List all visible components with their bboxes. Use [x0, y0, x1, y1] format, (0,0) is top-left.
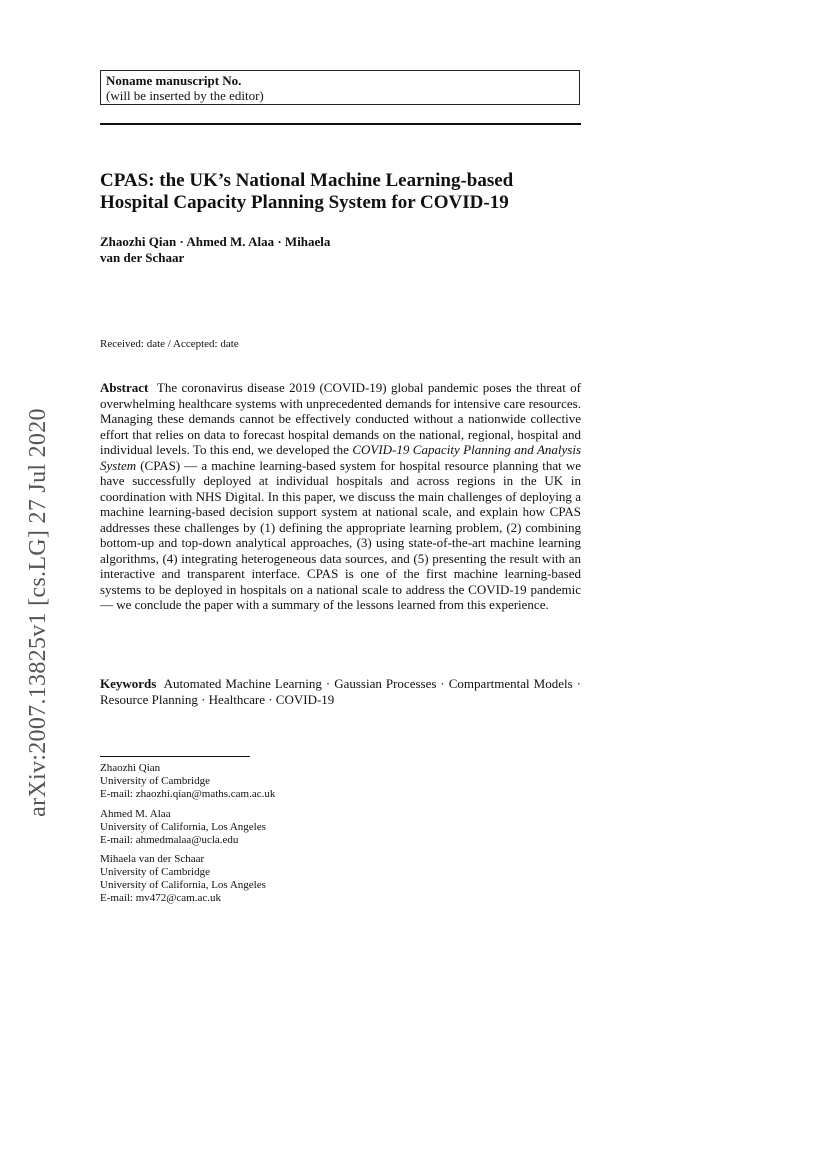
affiliation-email: E-mail: ahmedmalaa@ucla.edu	[100, 834, 239, 846]
manuscript-number: Noname manuscript No.	[106, 73, 242, 88]
system-name: COVID-19 Capacity Planning and Analysis System	[100, 442, 581, 473]
manuscript-header-box	[100, 70, 580, 105]
affiliation-email: E-mail: zhaozhi.qian@maths.cam.ac.uk	[100, 788, 276, 800]
keywords-label: Keywords	[100, 676, 157, 691]
keywords-text: Automated Machine Learning · Gaussian Processes · Compartmental Models · Resource Planning · Healthcare · COVID-19	[100, 676, 581, 707]
header-rule	[100, 123, 581, 125]
affiliation-institution: University of California, Los Angeles	[100, 821, 266, 833]
editor-note: (will be inserted by the editor)	[106, 88, 264, 103]
affiliation-name: Ahmed M. Alaa	[100, 808, 171, 820]
affiliation-block	[100, 808, 266, 847]
arxiv-id: arXiv:2007.13825v1 [cs.LG] 27 Jul 2020	[24, 408, 51, 817]
author-list	[100, 234, 420, 266]
keywords	[100, 676, 581, 707]
received-date: Received: date / Accepted: date	[100, 338, 239, 350]
affiliation-block	[100, 762, 275, 801]
affiliation-institution: University of Cambridge	[100, 775, 210, 787]
authors-line-2: van der Schaar	[100, 250, 185, 265]
arxiv-stamp	[20, 375, 56, 850]
affiliation-block	[100, 853, 266, 905]
abstract-text-after: (CPAS) — a machine learning-based system for hospital resource planning that we have successfully deployed at individual hospitals and across regions in the UK in coordination with NHS Digital. In this paper, we discuss the main challenges of deploying a machine learning-based decision support system at national scale, and explain how CPAS addresses these challenges by (1) defining the appropriate learning problem, (2) combining bottom-up and top-down analytical approaches, (3) using state-of-the-art machine learning algorithms, (4) integrating heterogeneous data sources, and (5) presenting the result with an interactive and transparent interface. CPAS is one of the first machine learning-based systems to be deployed in hospitals on a national scale to address the COVID-19 pandemic — we conclude the paper with a summary of the lessons learned from this experience.	[100, 457, 582, 612]
title-line-1: CPAS: the UK’s National Machine Learning-based	[100, 170, 514, 191]
affiliation-institution: University of Cambridge	[100, 866, 210, 878]
paper-title	[100, 170, 580, 214]
authors-line-1: Zhaozhi Qian · Ahmed M. Alaa · Mihaela	[100, 234, 331, 249]
affiliation-name: Zhaozhi Qian	[100, 762, 161, 774]
title-line-2: Hospital Capacity Planning System for COVID-19	[100, 192, 509, 213]
affiliation-institution: University of California, Los Angeles	[100, 879, 266, 891]
abstract	[100, 380, 581, 613]
abstract-text-before: The coronavirus disease 2019 (COVID-19) global pandemic poses the threat of overwhelming healthcare systems with unprecedented demands for intensive care resources. Managing these demands cannot be effectively conducted without a nationwide collective effort that relies on data to forecast hospital demands on the national, regional, hospital and individual levels. To this end, we developed the	[100, 380, 582, 457]
footnote-rule	[100, 756, 250, 757]
affiliation-name: Mihaela van der Schaar	[100, 853, 205, 865]
affiliation-email: E-mail: mv472@cam.ac.uk	[100, 892, 222, 904]
abstract-label: Abstract	[100, 380, 149, 395]
